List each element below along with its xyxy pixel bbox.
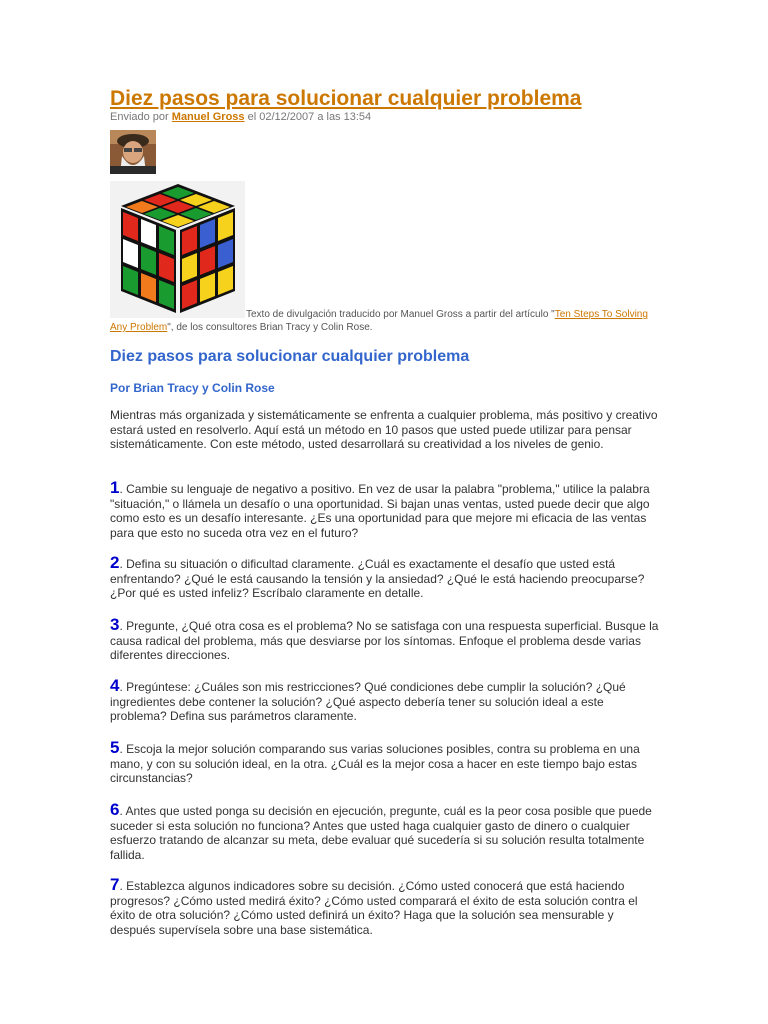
step-7: [110, 875, 660, 937]
caption-prefix: Texto de divulgación traducido por Manuel Gross a partir del artículo ": [246, 309, 555, 320]
image-caption: [110, 308, 662, 334]
step-text: . Establezca algunos indicadores sobre su decisión. ¿Cómo usted conocerá que está haciendo progresos? ¿Cómo usted medirá éxito? ¿Cómo usted comparará el éxito de esta solución contra el éxito de otra solución? ¿Cómo usted definirá un éxito? Haga que la solución sea mensurable y después supervísela sobre una base sistemática.: [110, 879, 638, 937]
step-1: [110, 478, 660, 540]
author-avatar: [110, 130, 156, 174]
posted-prefix: Enviado por: [110, 111, 169, 123]
step-number: 7: [110, 875, 120, 894]
byline: Por Brian Tracy y Colin Rose: [110, 381, 275, 395]
step-text: . Defina su situación o dificultad claramente. ¿Cuál es exactamente el desafío que usted está enfrentando? ¿Qué le está causando la tensión y la ansiedad? ¿Qué le está haciendo preocuparse? ¿Por qué es usted infeliz? Escríbalo claramente en detalle.: [110, 557, 645, 601]
rubiks-cube-image: [110, 181, 245, 318]
step-6: [110, 800, 660, 862]
step-text: . Cambie su lenguaje de negativo a positivo. En vez de usar la palabra "problema," utilice la palabra "situación," o llámela un desafío o una oportunidad. Si bajan unas ventas, usted puede decir que algo como esto es un desafío interesante. ¿Es una oportunidad para que mejore mi eficacia de las ventas para que esto no suceda otra vez en el futuro?: [110, 482, 650, 540]
step-2: [110, 553, 660, 601]
intro-paragraph: Mientras más organizada y sistemáticamente se enfrenta a cualquier problema, más positivo y creativo estará usted en resolverlo. Aquí está un método en 10 pasos que usted puede utilizar para pensar sistemáticamente. Con este método, usted desarrollará su creatividad a los niveles de genio.: [110, 408, 658, 452]
step-number: 4: [110, 676, 120, 695]
step-text: . Pregunte, ¿Qué otra cosa es el problema? No se satisfaga con una respuesta superficial. Busque la causa radical del problema, más que desviarse por los síntomas. Enfoque el problema desde varias diferentes direcciones.: [110, 619, 659, 663]
step-3: [110, 615, 660, 663]
step-number: 2: [110, 553, 120, 572]
author-link[interactable]: Manuel Gross: [171, 111, 245, 123]
step-5: [110, 738, 660, 786]
article-title[interactable]: Diez pasos para solucionar cualquier problema: [110, 87, 582, 110]
section-heading: Diez pasos para solucionar cualquier problema: [110, 348, 470, 365]
caption-indent: [110, 316, 246, 317]
step-text: . Antes que usted ponga su decisión en ejecución, pregunte, cuál es la peor cosa posible que puede suceder si esta solución no funciona? Antes que usted haga cualquier gasto de dinero o cualquier esfuerzo tratando de alcanzar su meta, debe evaluar qué sucedería si su solución resulta totalmente fallida.: [110, 804, 652, 862]
step-text: . Escoja la mejor solución comparando sus varias soluciones posibles, contra su problema en una mano, y con su solución ideal, en la otra. ¿Cuál es la mejor cosa a hacer en este tiempo bajo estas circunstancias?: [110, 742, 640, 786]
posted-date: el 02/12/2007 a las 13:54: [247, 111, 372, 123]
step-number: 3: [110, 615, 120, 634]
step-4: [110, 676, 660, 724]
step-number: 6: [110, 800, 120, 819]
step-text: . Pregúntese: ¿Cuáles son mis restricciones? Qué condiciones debe cumplir la solución? ¿Qué ingredientes debe contener la solución? ¿Qué aspecto debería tener su solución ideal a este problema? Defina sus parámetros claramente.: [110, 680, 626, 724]
caption-suffix: ", de los consultores Brian Tracy y Colin Rose.: [167, 322, 373, 333]
step-number: 5: [110, 738, 120, 757]
step-number: 1: [110, 478, 120, 497]
source-article-link[interactable]: Ten Steps To Solving Any Problem: [110, 309, 648, 333]
post-meta: [110, 111, 371, 123]
